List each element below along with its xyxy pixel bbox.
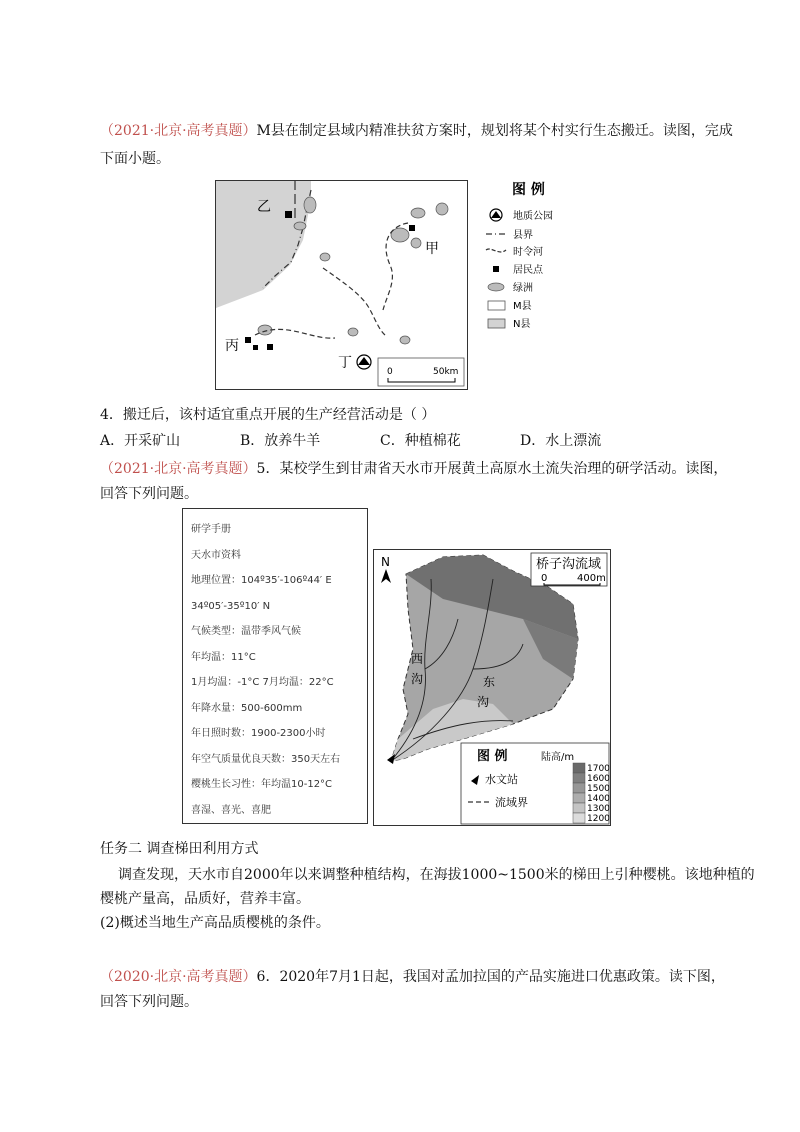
oasis-icon	[258, 325, 272, 335]
county-n-legend-icon	[488, 319, 505, 328]
scale-zero: 0	[541, 573, 548, 584]
elevation-label: 1500	[587, 784, 610, 794]
handbook-line: 天水市资料	[191, 549, 241, 561]
handbook-line: 年均温：11°C	[191, 651, 256, 663]
oasis-icon	[400, 336, 410, 344]
elevation-swatch	[573, 763, 585, 773]
question-text: 6．2020年7月1日起，我国对孟加拉国的产品实施进口优惠政策。读下图，	[256, 969, 725, 985]
legend-title: 图 例	[512, 182, 545, 198]
question-text: 5．某校学生到甘肃省天水市开展黄土高原水土流失治理的研学活动。读图，	[256, 461, 728, 477]
handbook-line: 樱桃生长习性：年均温10-12°C	[191, 779, 333, 790]
legend-title: 图 例	[477, 749, 508, 764]
settlement-icon	[267, 344, 273, 350]
legend-label: 绿洲	[513, 283, 533, 294]
elevation-swatch	[573, 783, 585, 793]
elevation-swatch	[573, 793, 585, 803]
question-4-options	[100, 430, 720, 450]
option-d: D．水上漂流	[520, 433, 602, 449]
west-gully-label: 西	[411, 652, 424, 666]
oasis-icon	[294, 222, 306, 230]
oasis-icon	[436, 203, 448, 215]
elevation-legend	[573, 763, 610, 824]
watershed-map-figure	[373, 549, 611, 826]
oasis-icon	[304, 197, 316, 213]
source-tag: （2021·北京·高考真题）	[100, 123, 257, 139]
elevation-swatch	[573, 773, 585, 783]
legend-label: 居民点	[513, 265, 543, 276]
river-legend-icon	[486, 249, 506, 252]
elevation-label: 1400	[587, 794, 610, 804]
oasis-icon	[411, 208, 425, 218]
east-gully-label: 沟	[477, 695, 490, 709]
place-label-jia: 甲	[425, 241, 439, 257]
question-intro-1	[100, 120, 733, 170]
scale-length: 400m	[577, 573, 606, 584]
handbook-line: 年日照时数：1900-2300小时	[191, 728, 326, 739]
east-gully-label: 东	[483, 675, 496, 689]
legend-label: 地质公园	[513, 211, 553, 222]
research-handbook-box	[182, 508, 368, 824]
place-label-yi: 乙	[257, 199, 271, 215]
scale-length: 50km	[433, 367, 459, 377]
oasis-icon	[411, 238, 421, 248]
handbook-line: 年降水量：500-600mm	[191, 702, 303, 714]
handbook-line: 地理位置：104º35′-106º44′ E	[191, 575, 332, 586]
elevation-label: 1600	[587, 774, 610, 784]
handbook-line: 1月均温：-1°C 7月均温：22°C	[191, 677, 334, 688]
county-map-figure	[215, 180, 585, 390]
settlement-icon	[285, 211, 292, 218]
map-title: 桥子沟流域	[536, 557, 602, 572]
source-tag: （2020·北京·高考真题）	[100, 969, 257, 985]
handbook-line: 气候类型：温带季风气候	[191, 626, 301, 637]
question-intro-6	[100, 966, 725, 1013]
oasis-icon	[348, 328, 358, 336]
legend-label: 时令河	[513, 247, 543, 258]
scale-zero: 0	[387, 367, 393, 377]
question-text: 回答下列问题。	[100, 486, 198, 502]
elevation-swatch	[573, 813, 585, 823]
north-label: N	[381, 555, 390, 569]
handbook-line: 年空气质量优良天数：350天左右	[191, 753, 341, 765]
legend-label: M县	[513, 301, 532, 312]
handbook-line: 喜湿、喜光、喜肥	[191, 804, 271, 816]
handbook-line: 研学手册	[191, 524, 231, 535]
county-m-legend-icon	[488, 301, 505, 310]
oasis-legend-icon	[488, 283, 504, 291]
question-4-stem: 4．搬迁后，该村适宜重点开展的生产经营活动是（ ）	[100, 407, 436, 423]
place-label-ding: 丁	[338, 355, 352, 371]
elevation-title: 陆高/m	[541, 752, 575, 763]
option-c: C．种植棉花	[380, 433, 461, 449]
place-label-bing: 丙	[225, 338, 239, 354]
elevation-swatch	[573, 803, 585, 813]
legend-label: N县	[513, 319, 531, 330]
elevation-label: 1300	[587, 804, 610, 814]
question-text: 下面小题。	[100, 151, 170, 167]
legend-label: 水文站	[485, 773, 518, 786]
settlement-icon	[409, 225, 415, 231]
settlement-icon	[253, 345, 258, 350]
task-2-paragraph: 调查发现，天水市自2000年以来调整种植结构，在海拔1000~1500米的梯田上引种樱桃。该地种植的	[118, 867, 755, 883]
settlement-icon	[245, 337, 251, 343]
west-gully-label: 沟	[411, 672, 424, 686]
settlement-legend-icon	[493, 266, 499, 272]
source-tag: （2021·北京·高考真题）	[100, 461, 257, 477]
option-b: B．放养牛羊	[240, 433, 321, 449]
oasis-icon	[320, 253, 330, 261]
task-2-paragraph: 樱桃产量高，品质好，营养丰富。	[100, 891, 310, 907]
elevation-label: 1200	[587, 814, 610, 824]
elevation-label: 1700	[587, 764, 610, 774]
question-text: M县在制定县域内精准扶贫方案时，规划将某个村实行生态搬迁。读图，完成	[256, 123, 733, 139]
question-5-2: (2)概述当地生产高品质樱桃的条件。	[100, 915, 330, 931]
legend-label: 县界	[513, 230, 533, 241]
option-a: A．开采矿山	[100, 433, 181, 449]
handbook-line: 34º05′-35º10′ N	[191, 600, 271, 612]
question-text: 回答下列问题。	[100, 994, 198, 1010]
task-2-title: 任务二 调查梯田利用方式	[100, 841, 259, 857]
question-intro-5	[100, 458, 728, 505]
legend-label: 流域界	[495, 796, 528, 809]
